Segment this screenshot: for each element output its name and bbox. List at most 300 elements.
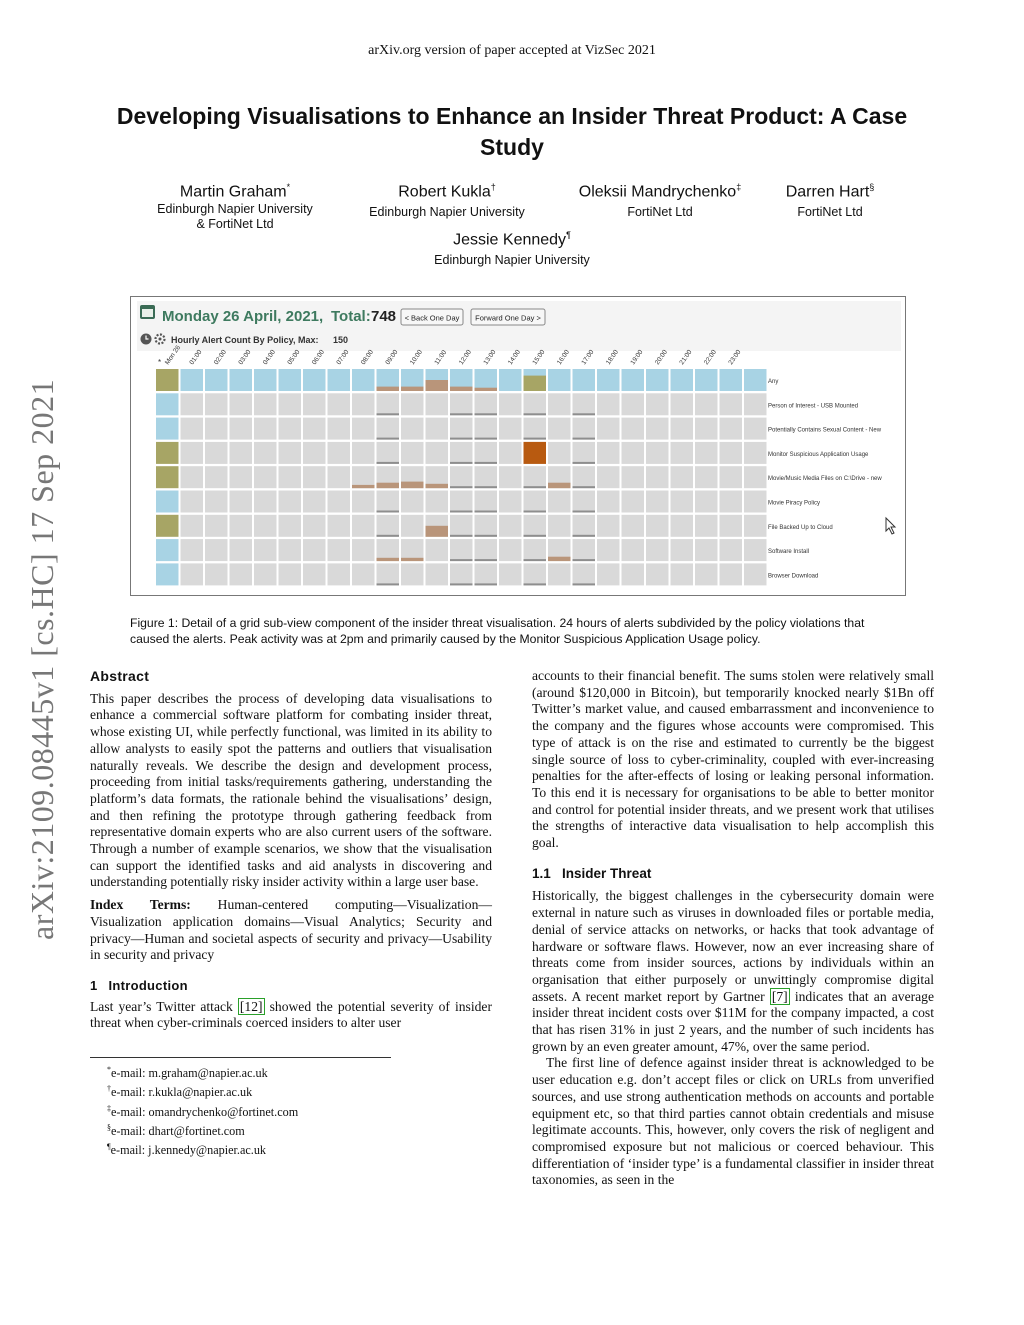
grid-cell-bg	[744, 563, 767, 585]
grid-cell[interactable]	[646, 393, 669, 415]
grid-cell[interactable]	[450, 515, 473, 537]
grid-cell[interactable]	[548, 442, 571, 464]
grid-cell[interactable]	[230, 515, 253, 537]
grid-cell[interactable]	[181, 369, 204, 391]
grid-cell[interactable]	[303, 369, 326, 391]
grid-cell[interactable]	[279, 393, 302, 415]
grid-cell[interactable]	[597, 393, 620, 415]
grid-cell[interactable]	[426, 539, 449, 561]
grid-cell[interactable]	[230, 491, 253, 513]
right-paragraph-1: accounts to their financial benefit. The sums stolen were relatively small (around $120,000 in Bitcoin), but temporarily knocked nearly $1Bn off Twitter’s market value, and caused embarrassment and inconvenience to the company and the figures whose accounts were compromised. This type of attack is on the rise and estimated to currently be the biggest single source of loss to cyber-criminality, coupled with ever-increasing penalties for the after-effects of losing or leaking personal information. To this end it is necessary for organisations to be able to better monitor and control for potential insider threats, and we present work that utilises the strengths of interactive data visualisation to help accomplish this goal.	[532, 668, 934, 851]
grid-cell[interactable]	[230, 563, 253, 585]
grid-cell[interactable]	[205, 491, 228, 513]
grid-cell[interactable]	[524, 418, 547, 440]
grid-cell[interactable]	[597, 466, 620, 488]
grid-cell[interactable]	[573, 442, 596, 464]
policy-label[interactable]: Movie/Music Media Files on C:\Drive - new	[768, 476, 882, 483]
author-affiliation: FortiNet Ltd	[627, 205, 693, 220]
grid-cell[interactable]	[475, 539, 498, 561]
grid-cell[interactable]	[279, 563, 302, 585]
grid-cell[interactable]	[230, 442, 253, 464]
grid-cell[interactable]	[744, 418, 767, 440]
grid-cell[interactable]	[744, 563, 767, 585]
alert-bar	[426, 380, 449, 391]
grid-cell[interactable]	[622, 393, 645, 415]
grid-cell[interactable]	[450, 539, 473, 561]
grid-cell[interactable]	[646, 466, 669, 488]
grid-cell[interactable]	[695, 369, 718, 391]
grid-cell[interactable]	[671, 563, 694, 585]
grid-cell[interactable]	[426, 418, 449, 440]
grid-cell[interactable]	[377, 418, 400, 440]
grid-cell-bg	[646, 491, 669, 513]
grid-cell[interactable]	[426, 393, 449, 415]
grid-cell[interactable]	[279, 491, 302, 513]
grid-cell[interactable]	[597, 515, 620, 537]
grid-cell[interactable]	[695, 491, 718, 513]
grid-cell[interactable]	[744, 515, 767, 537]
grid-cell[interactable]	[695, 442, 718, 464]
grid-cell[interactable]	[622, 491, 645, 513]
grid-cell[interactable]	[720, 418, 743, 440]
grid-cell[interactable]	[156, 563, 179, 585]
grid-cell[interactable]	[720, 369, 743, 391]
grid-cell[interactable]	[622, 563, 645, 585]
grid-cell-bg	[548, 369, 571, 391]
grid-cell-bg	[744, 442, 767, 464]
grid-cell[interactable]	[548, 539, 571, 561]
grid-cell[interactable]	[156, 442, 179, 464]
policy-label[interactable]: Browser Download	[768, 573, 819, 580]
grid-cell[interactable]	[303, 442, 326, 464]
grid-cell[interactable]	[573, 393, 596, 415]
grid-cell-bg	[205, 539, 228, 561]
grid-cell[interactable]	[499, 491, 522, 513]
grid-cell[interactable]	[622, 442, 645, 464]
grid-cell[interactable]	[475, 466, 498, 488]
grid-cell[interactable]	[205, 563, 228, 585]
footnotes	[107, 1062, 407, 1159]
grid-cell[interactable]	[230, 539, 253, 561]
grid-cell[interactable]	[548, 563, 571, 585]
grid-cell-bg	[475, 442, 498, 464]
grid-cell[interactable]	[499, 442, 522, 464]
back-one-day-button[interactable]	[401, 309, 463, 325]
grid-cell[interactable]	[499, 466, 522, 488]
grid-cell-bg	[401, 442, 424, 464]
grid-cell[interactable]	[401, 515, 424, 537]
grid-cell-bg	[646, 515, 669, 537]
abstract-heading	[90, 668, 492, 686]
grid-cell[interactable]	[573, 515, 596, 537]
grid-cell[interactable]	[671, 418, 694, 440]
grid-cell-bg	[156, 539, 179, 561]
grid-cell[interactable]	[646, 491, 669, 513]
grid-cell[interactable]	[377, 491, 400, 513]
grid-cell[interactable]	[548, 491, 571, 513]
grid-cell[interactable]	[573, 369, 596, 391]
grid-cell[interactable]	[254, 393, 277, 415]
grid-cell-bg	[450, 418, 473, 440]
grid-cell[interactable]	[720, 539, 743, 561]
grid-cell[interactable]	[646, 539, 669, 561]
grid-cell[interactable]	[646, 515, 669, 537]
grid-cell[interactable]	[499, 515, 522, 537]
grid-cell[interactable]	[744, 466, 767, 488]
forward-one-day-button[interactable]	[471, 309, 545, 325]
grid-cell[interactable]	[303, 539, 326, 561]
grid-cell[interactable]	[426, 466, 449, 488]
grid-cell[interactable]	[426, 515, 449, 537]
grid-cell[interactable]	[622, 539, 645, 561]
grid-cell[interactable]	[328, 369, 351, 391]
grid-cell[interactable]	[181, 442, 204, 464]
grid-cell[interactable]	[279, 515, 302, 537]
grid-cell-bg	[352, 442, 375, 464]
grid-cell[interactable]	[450, 466, 473, 488]
grid-cell[interactable]	[352, 393, 375, 415]
grid-cell[interactable]	[450, 393, 473, 415]
grid-cell[interactable]	[475, 491, 498, 513]
grid-cell[interactable]	[328, 418, 351, 440]
grid-cell[interactable]	[426, 442, 449, 464]
grid-cell[interactable]	[720, 491, 743, 513]
grid-cell[interactable]	[156, 491, 179, 513]
grid-cell[interactable]	[597, 491, 620, 513]
grid-cell[interactable]	[475, 369, 498, 391]
grid-cell[interactable]	[377, 466, 400, 488]
grid-cell-bg	[450, 491, 473, 513]
grid-cell[interactable]	[524, 515, 547, 537]
grid-cell[interactable]	[450, 369, 473, 391]
grid-cell[interactable]	[597, 442, 620, 464]
grid-cell[interactable]	[328, 491, 351, 513]
grid-cell[interactable]	[303, 393, 326, 415]
grid-cell[interactable]	[181, 393, 204, 415]
grid-cell[interactable]	[622, 369, 645, 391]
grid-cell[interactable]	[695, 418, 718, 440]
abstract-heading-text: Abstract	[90, 668, 150, 684]
grid-cell-bg	[181, 539, 204, 561]
grid-cell[interactable]	[597, 418, 620, 440]
grid-cell-bg	[230, 491, 253, 513]
grid-cell[interactable]	[401, 491, 424, 513]
grid-cell[interactable]	[352, 369, 375, 391]
grid-cell[interactable]	[744, 369, 767, 391]
grid-cell[interactable]	[328, 515, 351, 537]
grid-cell[interactable]	[377, 369, 400, 391]
grid-cell[interactable]	[622, 466, 645, 488]
introduction-heading	[90, 978, 492, 995]
grid-cell[interactable]	[720, 563, 743, 585]
grid-cell[interactable]	[352, 418, 375, 440]
policy-label[interactable]: Any	[768, 379, 779, 385]
grid-cell[interactable]	[230, 466, 253, 488]
grid-cell[interactable]	[695, 539, 718, 561]
author-mandrychenko	[560, 177, 760, 220]
grid-cell[interactable]	[450, 563, 473, 585]
grid-cell[interactable]	[328, 539, 351, 561]
grid-cell[interactable]	[597, 563, 620, 585]
grid-cell-bg	[622, 418, 645, 440]
grid-cell-bg	[573, 442, 596, 464]
grid-cell[interactable]	[303, 563, 326, 585]
grid-cell[interactable]	[548, 418, 571, 440]
grid-cell[interactable]	[377, 563, 400, 585]
grid-cell[interactable]	[622, 418, 645, 440]
grid-cell[interactable]	[548, 393, 571, 415]
grid-cell[interactable]	[328, 442, 351, 464]
grid-cell[interactable]	[597, 539, 620, 561]
grid-cell[interactable]	[524, 369, 547, 391]
grid-cell[interactable]	[573, 466, 596, 488]
grid-cell[interactable]	[279, 539, 302, 561]
citation-12-link[interactable]: [12]	[239, 998, 263, 1014]
grid-cell[interactable]	[450, 491, 473, 513]
grid-cell-bg	[450, 563, 473, 585]
grid-cell-bg	[254, 539, 277, 561]
grid-cell[interactable]	[156, 369, 179, 391]
grid-cell[interactable]	[450, 418, 473, 440]
grid-cell[interactable]	[205, 442, 228, 464]
figure-svg	[131, 297, 905, 595]
policy-label[interactable]: Movie Piracy Policy	[768, 500, 821, 507]
grid-cell-bg	[622, 515, 645, 537]
grid-cell[interactable]	[671, 393, 694, 415]
grid-cell-bg	[426, 539, 449, 561]
grid-cell[interactable]	[254, 418, 277, 440]
grid-cell[interactable]	[230, 393, 253, 415]
grid-cell[interactable]	[181, 563, 204, 585]
grid-cell[interactable]	[695, 563, 718, 585]
grid-cell[interactable]	[646, 369, 669, 391]
grid-cell[interactable]	[524, 466, 547, 488]
grid-cell[interactable]	[205, 369, 228, 391]
grid-cell[interactable]	[401, 442, 424, 464]
grid-cell[interactable]	[622, 515, 645, 537]
forward-one-day-label: Forward One Day >	[475, 313, 541, 323]
grid-cell[interactable]	[744, 491, 767, 513]
grid-cell[interactable]	[671, 369, 694, 391]
grid-cell-bg	[279, 466, 302, 488]
grid-cell[interactable]	[573, 418, 596, 440]
grid-cell[interactable]	[744, 442, 767, 464]
alert-bar	[426, 484, 449, 488]
grid-cell[interactable]	[279, 418, 302, 440]
grid-cell[interactable]	[254, 466, 277, 488]
grid-cell[interactable]	[205, 539, 228, 561]
grid-cell[interactable]	[377, 539, 400, 561]
grid-cell[interactable]	[352, 563, 375, 585]
alert-bar	[377, 387, 400, 391]
grid-cell[interactable]	[475, 418, 498, 440]
grid-cell[interactable]	[230, 369, 253, 391]
grid-cell-bg	[475, 393, 498, 415]
grid-cell[interactable]	[671, 466, 694, 488]
grid-cell[interactable]	[254, 369, 277, 391]
grid-cell[interactable]	[181, 515, 204, 537]
grid-cell[interactable]	[156, 539, 179, 561]
grid-cell[interactable]	[573, 539, 596, 561]
grid-cell[interactable]	[524, 442, 547, 464]
author-name: Oleksii Mandrychenko	[578, 183, 737, 201]
grid-cell[interactable]	[254, 563, 277, 585]
grid-cell[interactable]	[328, 393, 351, 415]
grid-cell[interactable]	[156, 515, 179, 537]
grid-cell[interactable]	[401, 539, 424, 561]
grid-cell[interactable]	[328, 563, 351, 585]
grid-cell[interactable]	[303, 418, 326, 440]
grid-cell[interactable]	[401, 466, 424, 488]
policy-label[interactable]: Software Install	[768, 549, 810, 556]
right-column	[532, 668, 934, 1189]
grid-cell[interactable]	[401, 563, 424, 585]
grid-cell-bg	[426, 491, 449, 513]
grid-cell[interactable]	[720, 442, 743, 464]
grid-cell[interactable]	[352, 515, 375, 537]
grid-cell[interactable]	[671, 539, 694, 561]
grid-cell[interactable]	[205, 466, 228, 488]
grid-cell[interactable]	[377, 393, 400, 415]
grid-cell[interactable]	[352, 491, 375, 513]
grid-cell[interactable]	[646, 563, 669, 585]
grid-cell[interactable]	[303, 491, 326, 513]
grid-cell[interactable]	[720, 515, 743, 537]
grid-cell[interactable]	[352, 539, 375, 561]
grid-cell-bg	[352, 563, 375, 585]
grid-cell-bg	[646, 563, 669, 585]
grid-cell[interactable]	[548, 369, 571, 391]
grid-cell-bg	[646, 393, 669, 415]
grid-cell[interactable]	[671, 491, 694, 513]
policy-label[interactable]: Monitor Suspicious Application Usage	[768, 451, 869, 458]
grid-cell[interactable]	[401, 369, 424, 391]
grid-cell[interactable]	[426, 491, 449, 513]
grid-cell[interactable]	[303, 515, 326, 537]
grid-cell[interactable]	[254, 442, 277, 464]
policy-label[interactable]: Potentially Contains Sexual Content - New	[768, 427, 882, 434]
alert-bar	[450, 559, 473, 561]
grid-cell[interactable]	[156, 418, 179, 440]
grid-cell[interactable]	[205, 418, 228, 440]
grid-cell[interactable]	[524, 563, 547, 585]
grid-cell[interactable]	[426, 369, 449, 391]
grid-cell-bg	[156, 563, 179, 585]
grid-cell[interactable]	[671, 515, 694, 537]
grid-cell[interactable]	[377, 442, 400, 464]
grid-cell[interactable]	[475, 515, 498, 537]
grid-cell[interactable]	[426, 563, 449, 585]
grid-cell-bg	[524, 491, 547, 513]
grid-cell[interactable]	[475, 442, 498, 464]
grid-cell-bg	[671, 442, 694, 464]
grid-cell[interactable]	[156, 466, 179, 488]
grid-cell[interactable]	[205, 515, 228, 537]
policy-label[interactable]: File Backed Up to Cloud	[768, 524, 833, 531]
grid-cell[interactable]	[671, 442, 694, 464]
grid-cell[interactable]	[205, 393, 228, 415]
grid-cell-bg	[205, 442, 228, 464]
grid-cell-bg	[254, 466, 277, 488]
grid-cell-bg	[426, 393, 449, 415]
grid-cell[interactable]	[499, 393, 522, 415]
grid-cell[interactable]	[744, 393, 767, 415]
grid-cell[interactable]	[156, 393, 179, 415]
grid-cell[interactable]	[524, 491, 547, 513]
grid-cell[interactable]	[401, 418, 424, 440]
policy-label[interactable]: Person of Interest - USB Mounted	[768, 403, 859, 410]
grid-cell[interactable]	[401, 393, 424, 415]
alert-bar	[524, 559, 547, 561]
grid-cell[interactable]	[646, 418, 669, 440]
grid-cell[interactable]	[695, 515, 718, 537]
grid-cell[interactable]	[303, 466, 326, 488]
grid-cell[interactable]	[744, 539, 767, 561]
author-name: Martin Graham	[179, 183, 287, 201]
grid-cell-bg	[426, 442, 449, 464]
grid-cell[interactable]	[475, 563, 498, 585]
grid-cell[interactable]	[279, 369, 302, 391]
grid-cell[interactable]	[352, 466, 375, 488]
alert-bar	[475, 462, 498, 464]
grid-cell[interactable]	[377, 515, 400, 537]
grid-cell[interactable]	[548, 515, 571, 537]
grid-cell[interactable]	[181, 466, 204, 488]
alert-bar	[401, 482, 424, 489]
grid-cell[interactable]	[720, 466, 743, 488]
grid-cell[interactable]	[254, 515, 277, 537]
grid-cell[interactable]	[254, 491, 277, 513]
grid-cell[interactable]	[352, 442, 375, 464]
grid-cell[interactable]	[499, 539, 522, 561]
grid-cell[interactable]	[475, 393, 498, 415]
grid-cell[interactable]	[646, 442, 669, 464]
grid-cell[interactable]	[181, 491, 204, 513]
grid-cell-bg	[181, 418, 204, 440]
grid-cell[interactable]	[499, 418, 522, 440]
grid-cell[interactable]	[328, 466, 351, 488]
grid-cell[interactable]	[230, 418, 253, 440]
grid-cell[interactable]	[573, 491, 596, 513]
grid-cell[interactable]	[279, 442, 302, 464]
grid-cell[interactable]	[597, 369, 620, 391]
grid-cell[interactable]	[695, 393, 718, 415]
grid-cell[interactable]	[254, 539, 277, 561]
grid-cell-bg	[597, 515, 620, 537]
alert-bar	[377, 558, 400, 561]
grid-cell-bg	[573, 418, 596, 440]
grid-cell[interactable]	[181, 539, 204, 561]
alert-bar	[450, 387, 473, 391]
grid-cell[interactable]	[548, 466, 571, 488]
introduction-text	[90, 999, 492, 1032]
grid-cell[interactable]	[450, 442, 473, 464]
grid-cell[interactable]	[524, 393, 547, 415]
grid-cell[interactable]	[695, 466, 718, 488]
grid-cell[interactable]	[524, 539, 547, 561]
grid-cell[interactable]	[279, 466, 302, 488]
hour-label: Mon 26	[163, 344, 183, 367]
grid-cell[interactable]	[499, 563, 522, 585]
grid-cell-bg	[328, 491, 351, 513]
hour-label: 13:00	[482, 348, 498, 367]
policy-column-marker: *	[158, 358, 162, 367]
grid-cell[interactable]	[499, 369, 522, 391]
grid-cell[interactable]	[720, 393, 743, 415]
citation-7-link[interactable]: [7]	[771, 988, 788, 1004]
grid-cell[interactable]	[181, 418, 204, 440]
grid-cell[interactable]	[573, 563, 596, 585]
